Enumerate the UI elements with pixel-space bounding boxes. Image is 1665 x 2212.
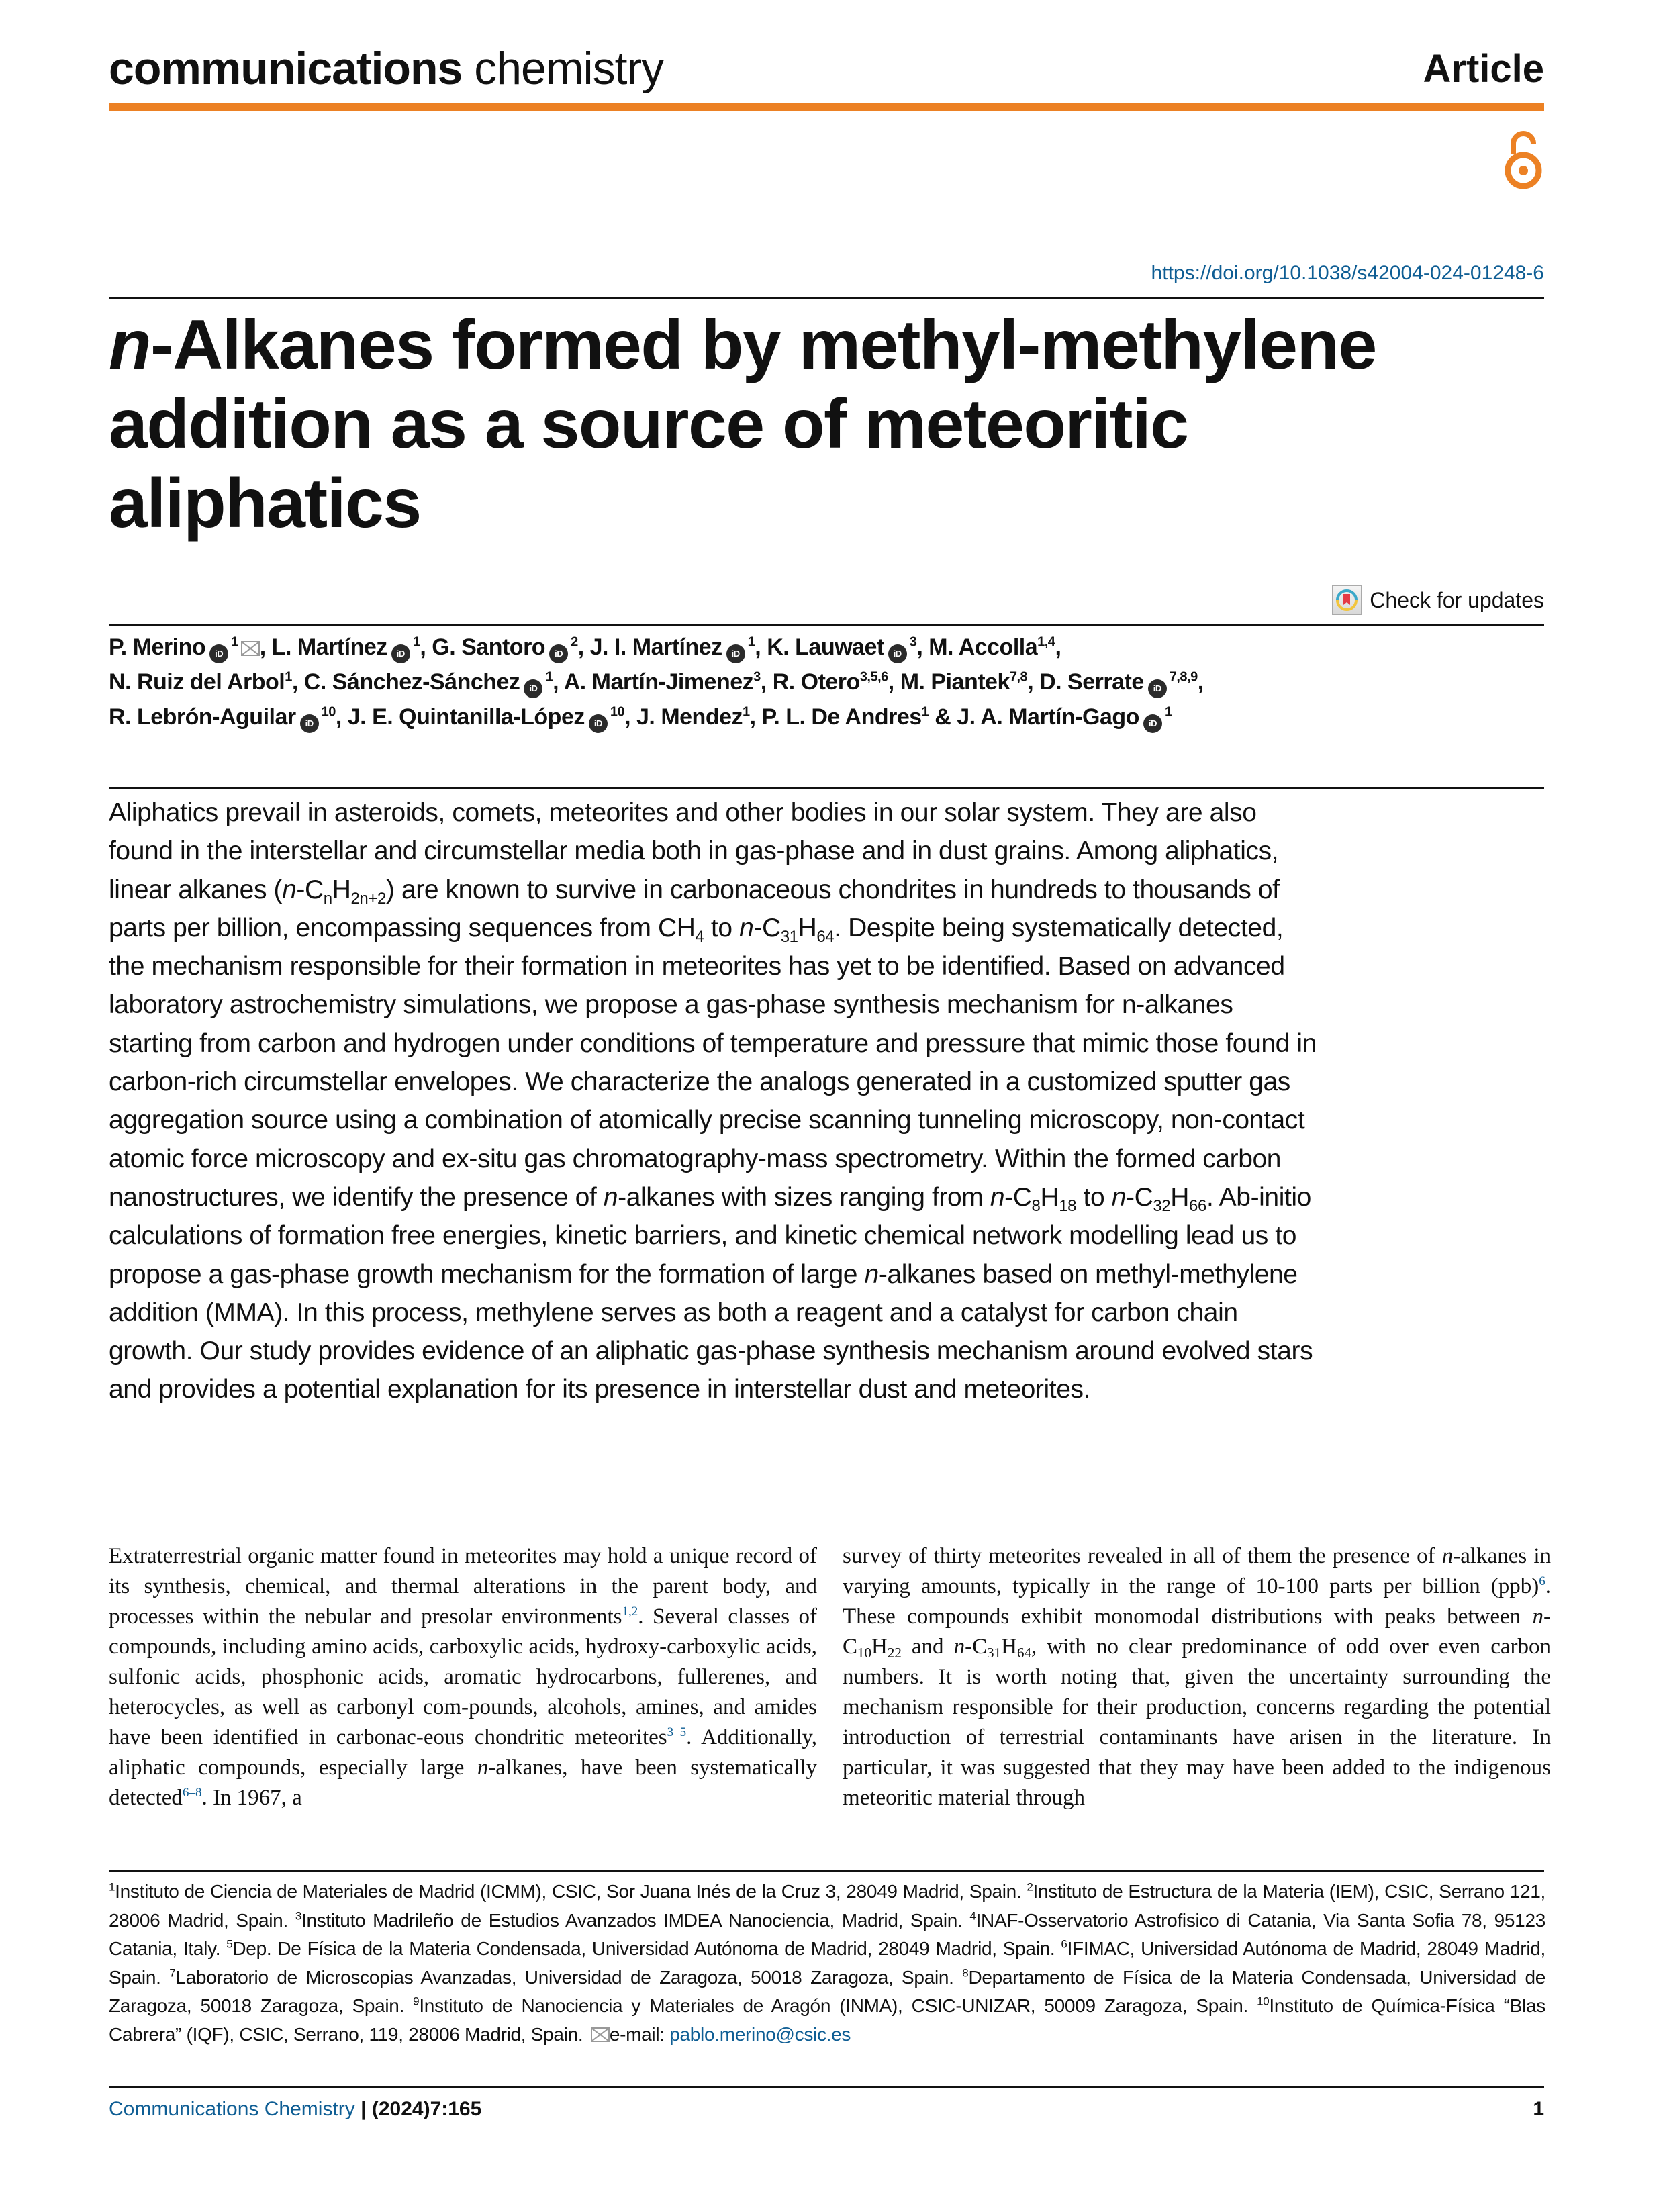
crossmark-icon	[1332, 585, 1362, 615]
author-separator: ,	[755, 634, 767, 660]
orcid-icon[interactable]: iD	[589, 714, 608, 733]
author-affiliation-ref: 1	[1164, 704, 1172, 720]
email-icon	[591, 2027, 610, 2042]
author-separator: ,	[888, 669, 900, 695]
author-separator: ,	[259, 634, 272, 660]
author-affiliation-ref: 1	[921, 704, 929, 720]
affiliation-number: 7	[169, 1966, 176, 1980]
author-separator: ,	[749, 704, 762, 730]
email-label: e-mail:	[609, 2023, 670, 2045]
author-affiliation-ref: 3,5,6	[859, 669, 888, 685]
author[interactable]: J. I. Martínez	[589, 634, 722, 660]
author-affiliation-ref: 1	[747, 634, 755, 650]
affiliation-text: Departamento de Física de la Materia Condensada, Universidad de Zaragoza, 50018 Zaragoza, Spain.	[109, 1966, 1545, 2016]
footer-volume: | (2024)7:165	[354, 2098, 482, 2120]
authors-rule	[109, 624, 1544, 626]
citation-link[interactable]: 3–5	[667, 1725, 687, 1739]
affiliation-number: 10	[1257, 1994, 1270, 2008]
affiliations	[109, 1878, 1545, 2049]
affiliation-text: Instituto Madrileño de Estudios Avanzados IMDEA Nanociencia, Madrid, Spain.	[301, 1909, 970, 1931]
citation-link[interactable]: 6–8	[182, 1786, 202, 1800]
author-separator: ,	[1055, 634, 1061, 660]
author-separator: ,	[1197, 669, 1204, 695]
author-affiliation-ref: 10	[610, 704, 625, 720]
author-affiliation-ref: 2	[571, 634, 578, 650]
affiliation-number: 2	[1027, 1880, 1033, 1894]
title-rule	[109, 297, 1544, 299]
affiliation-text: IFIMAC, Universidad Autónoma de Madrid, 28049 Madrid, Spain.	[109, 1938, 1546, 1988]
author-separator: ,	[760, 669, 773, 695]
author[interactable]: M. Accolla	[929, 634, 1038, 660]
open-access-lock-icon	[1503, 129, 1544, 189]
author-affiliation-ref: 3	[909, 634, 917, 650]
affiliation-text: INAF-Osservatorio Astrofisico di Catania, Via Santa Sofia 78, 95123 Catania, Italy.	[109, 1909, 1545, 1959]
email-link[interactable]: pablo.merino@csic.es	[669, 2023, 851, 2045]
orcid-icon[interactable]: iD	[391, 644, 410, 663]
author[interactable]: P. L. De Andres	[761, 704, 922, 730]
journal-name-light: chemistry	[474, 43, 664, 94]
orcid-icon[interactable]: iD	[524, 679, 542, 698]
author-separator: ,	[335, 704, 348, 730]
author[interactable]: G. Santoro	[432, 634, 546, 660]
orcid-icon[interactable]: iD	[549, 644, 568, 663]
author-affiliation-ref: 1	[285, 669, 292, 685]
author-separator: ,	[291, 669, 304, 695]
author-separator: ,	[420, 634, 432, 660]
footer-citation	[109, 2098, 481, 2121]
body-column-left: Extraterrestrial organic matter found in meteorites may hold a unique record of its synthesis, chemical, and thermal alterations in the parent body, and processes within the nebular and presolar environments$^{1,2}$. Several classes of compounds, including amino acids, carboxylic acids, hydroxy-carboxylic acids, sulfonic acids, phosphonic acids, aromatic hydrocarbons, fullerenes, and heterocycles, as well as carbonyl com-pounds, alcohols, amines, and amides have been identified in carbonac-eous chondritic meteorites$^{3-5}$. Additionally, aliphatic compounds, especially large n-alkanes, have been systematically detected$^{6-8}$. In 1967, a	[109, 1544, 818, 1810]
abstract-rule	[109, 787, 1544, 789]
affiliation-text: Laboratorio de Microscopias Avanzadas, Universidad de Zaragoza, 50018 Zaragoza, Spain.	[175, 1966, 963, 1988]
author[interactable]: M. Piantek	[900, 669, 1010, 695]
author-separator: ,	[624, 704, 637, 730]
doi-link[interactable]: https://doi.org/10.1038/s42004-024-01248-6	[1151, 262, 1544, 284]
journal-name-bold: communications	[109, 43, 463, 94]
author-list	[109, 630, 1545, 734]
check-for-updates-button[interactable]	[1332, 585, 1544, 615]
orcid-icon[interactable]: iD	[209, 644, 228, 663]
author[interactable]: K. Lauwaet	[767, 634, 884, 660]
author[interactable]: R. Lebrón-Aguilar	[109, 704, 296, 730]
footer-rule	[109, 2086, 1544, 2088]
author-affiliation-ref: 7,8,9	[1169, 669, 1198, 685]
author-separator: ,	[553, 669, 564, 695]
orcid-icon[interactable]: iD	[726, 644, 745, 663]
author[interactable]: R. Otero	[772, 669, 860, 695]
footer-journal-link[interactable]: Communications Chemistry	[109, 2098, 355, 2120]
affiliation-text: Instituto de Química-Física “Blas Cabrera” (IQF), CSIC, Serrano, 119, 28006 Madrid, Spain.	[109, 1995, 1545, 2045]
journal-logo	[109, 42, 663, 95]
author-affiliation-ref: 10	[321, 704, 336, 720]
author[interactable]: A. Martín-Jimenez	[563, 669, 754, 695]
author[interactable]: N. Ruiz del Arbol	[109, 669, 285, 695]
author-affiliation-ref: 1	[231, 634, 238, 650]
affiliation-text: Instituto de Ciencia de Materiales de Madrid (ICMM), CSIC, Sor Juana Inés de la Cruz 3, 28049 Madrid, Spain.	[115, 1881, 1027, 1902]
citation-link[interactable]: 6	[1539, 1574, 1545, 1588]
author[interactable]: D. Serrate	[1039, 669, 1144, 695]
author[interactable]: J. A. Martín-Gago	[957, 704, 1139, 730]
affiliation-number: 3	[295, 1909, 301, 1923]
affiliation-text: Instituto de Estructura de la Materia (IEM), CSIC, Serrano 121, 28006 Madrid, Spain.	[109, 1881, 1545, 1931]
citation-link[interactable]: 1,2	[622, 1604, 638, 1619]
author-affiliation-ref: 1	[412, 634, 420, 650]
body-column-right: survey of thirty meteorites revealed in all of them the presence of n-alkanes in varying amounts, typically in the range of 10-100 parts per billion (ppb)$^6$. These compounds exhibit monomodal distributions with peaks between $n-C_{10}H_{22}$ and $n-C_{31}H_{64}$, with no clear predominance of odd over even carbon numbers. It is worth noting that, given the uncertainty surrounding the mechanism responsible for their production, concerns regarding the potential introduction of terrestrial contaminants have arisen in the literature. In particular, it was suggested that they may have been added to the indigenous meteoritic material through	[843, 1544, 1551, 1810]
affiliation-number: 4	[969, 1909, 976, 1923]
author-affiliation-ref: 1	[545, 669, 553, 685]
author[interactable]: J. Mendez	[636, 704, 743, 730]
orcid-icon[interactable]: iD	[888, 644, 907, 663]
page-number: 1	[1533, 2098, 1544, 2120]
author-affiliation-ref: 1	[743, 704, 750, 720]
author[interactable]: P. Merino	[109, 634, 206, 660]
author[interactable]: J. E. Quintanilla-López	[347, 704, 585, 730]
author-separator: ,	[916, 634, 929, 660]
affiliation-number: 9	[413, 1994, 420, 2008]
orcid-icon[interactable]: iD	[300, 714, 319, 733]
affiliation-number: 8	[962, 1966, 969, 1980]
affiliation-number: 6	[1061, 1937, 1067, 1951]
check-for-updates-label: Check for updates	[1370, 587, 1544, 612]
header-rule	[109, 103, 1544, 111]
author-affiliation-ref: 3	[753, 669, 761, 685]
affiliation-number: 1	[109, 1880, 115, 1894]
affiliation-text: Instituto de Nanociencia y Materiales de Aragón (INMA), CSIC-UNIZAR, 50009 Zaragoza, Spain.	[419, 1995, 1257, 2016]
author-separator: &	[929, 704, 957, 730]
affiliation-number: 5	[226, 1937, 233, 1951]
affiliation-text: Dep. De Física de la Materia Condensada, Universidad Autónoma de Madrid, 28049 Madrid, Spain.	[232, 1938, 1061, 1959]
author[interactable]: C. Sánchez-Sánchez	[303, 669, 520, 695]
affiliations-rule	[109, 1870, 1544, 1872]
orcid-icon[interactable]: iD	[1148, 679, 1167, 698]
orcid-icon[interactable]: iD	[1143, 714, 1162, 733]
author-separator: ,	[1027, 669, 1040, 695]
author[interactable]: L. Martínez	[271, 634, 387, 660]
abstract: Aliphatics prevail in asteroids, comets, meteorites and other bodies in our solar system. They are also found in the interstellar and circumstellar media both in gas-phase and in dust grains. Among aliphatics, linear alkanes $(n-C_nH_{2n+2})$ are known to survive in carbonaceous chondrites in hundreds to thousands of parts per billion, encompassing sequences from $CH_4$ to $n-C_{31}H_{64}$. Despite being systematically detected, the mechanism responsible for their formation in meteorites has yet to be identified. Based on advanced laboratory astrochemistry simulations, we propose a gas-phase synthesis mechanism for n-alkanes starting from carbon and hydrogen under conditions of temperature and pressure that mimic those found in carbon-rich circumstellar envelopes. We characterize the analogs generated in a customized sputter gas aggregation source using a combination of atomically precise scanning tunneling microscopy, non-contact atomic force microscopy and ex-situ gas chromatography-mass spectrometry. Within the formed carbon nanostructures, we identify the presence of n-alkanes with sizes ranging from $n-C_8H_{18}$ to $n-C_{32}H_{66}$. Ab-initio calculations of formation free energies, kinetic barriers, and kinetic chemical network modelling lead us to propose a gas-phase growth mechanism for the formation of large n-alkanes based on methyl-methylene addition (MMA). In this process, methylene serves as both a reagent and a catalyst for carbon chain growth. Our study provides evidence of an aliphatic gas-phase synthesis mechanism around evolved stars and provides a potential explanation for its presence in interstellar dust and meteorites.	[109, 798, 1317, 1404]
email-icon[interactable]	[241, 641, 260, 656]
author-affiliation-ref: 1,4	[1037, 634, 1055, 650]
article-type-label: Article	[1423, 47, 1544, 91]
author-separator: ,	[577, 634, 590, 660]
author-affiliation-ref: 7,8	[1009, 669, 1028, 685]
article-title: n-Alkanes formed by methyl-methylene addition as a source of meteoritic aliphatics	[109, 306, 1376, 542]
